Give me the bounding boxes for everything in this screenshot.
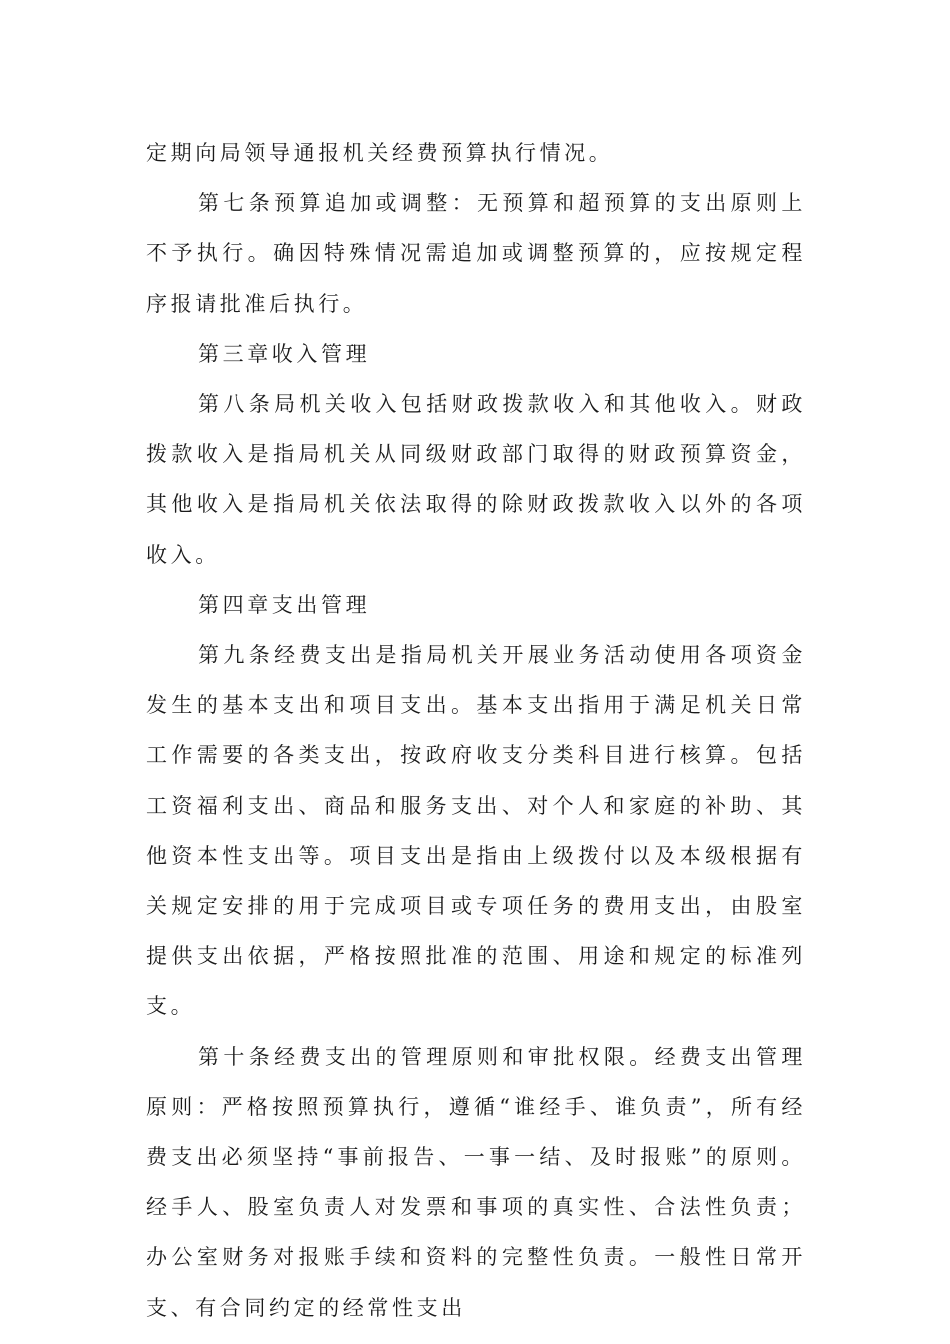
chapter-3-heading: 第三章收入管理 [198, 341, 371, 366]
paragraph-continued-budget-report: 定期向局领导通报机关经费预算执行情况。 [146, 141, 614, 165]
document-body [146, 128, 806, 1333]
paragraph-article-7: 第七条预算追加或调整：无预算和超预算的支出原则上不予执行。确因特殊情况需追加或调整预算的，应按规定程序报请批准后执行。 [146, 191, 806, 316]
paragraph-article-9: 第九条经费支出是指局机关开展业务活动使用各项资金发生的基本支出和项目支出。基本支出指用于满足机关日常工作需要的各类支出，按政府收支分类科目进行核算。包括工资福利支出、商品和服务支出、对个人和家庭的补助、其他资本性支出等。项目支出是指由上级拨付以及本级根据有关规定安排的用于完成项目或专项任务的费用支出，由股室提供支出依据，严格按照批准的范围、用途和规定的标准列支。 [146, 643, 806, 1019]
chapter-4-heading: 第四章支出管理 [198, 592, 371, 617]
paragraph-article-8: 第八条局机关收入包括财政拨款收入和其他收入。财政拨款收入是指局机关从同级财政部门取得的财政预算资金，其他收入是指局机关依法取得的除财政拨款收入以外的各项收入。 [146, 392, 806, 567]
paragraph-article-10: 第十条经费支出的管理原则和审批权限。经费支出管理原则：严格按照预算执行，遵循“谁经手、谁负责”，所有经费支出必须坚持“事前报告、一事一结、及时报账”的原则。经手人、股室负责人对发票和事项的真实性、合法性负责；办公室财务对报账手续和资料的完整性负责。一般性日常开支、有合同约定的经常性支出 [146, 1044, 806, 1320]
